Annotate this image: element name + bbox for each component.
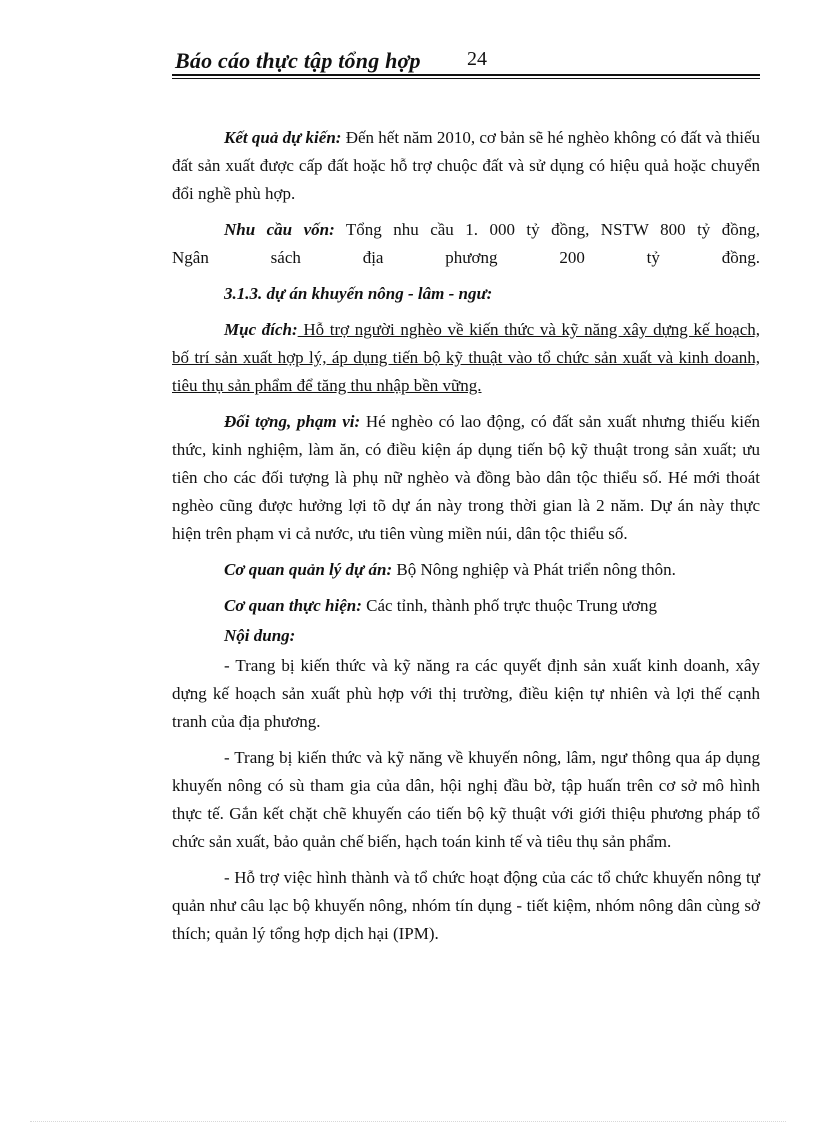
footer-dotted-line xyxy=(30,1121,786,1122)
implementing-agency-label: Cơ quan thực hiện: xyxy=(224,596,362,615)
bullet-item: - Trang bị kiến thức và kỹ năng về khuyến nông, lâm, ngư thông qua áp dụng khuyến nông có sù tham gia của dân, hội nghị đầu bờ, tập huấn trên cơ sở mô hình thực tế. Gắn kết chặt chẽ khuyến cáo tiến bộ kỹ thuật với giới thiệu phương pháp tổ chức sản xuất, bảo quản chế biến, hạch toán kinh tế và tiêu thụ sản phẩm. xyxy=(172,748,760,851)
capital-need-paragraph xyxy=(172,216,760,244)
expected-result-paragraph xyxy=(172,124,760,208)
implementing-agency-paragraph xyxy=(172,592,760,620)
target-scope-paragraph xyxy=(172,408,760,548)
target-scope-label: Đối tợng, phạm vi: xyxy=(224,412,361,431)
expected-result-text: Đến hết năm 2010, cơ bản sẽ hé nghèo không có đất và thiếu đất sản xuất được cấp đất hoặc hỗ trợ chuộc đất và sử dụng có hiệu quả hoặc chuyển đổi nghề phù hợp. xyxy=(172,128,760,203)
implementing-agency-text: Các tỉnh, thành phố trực thuộc Trung ương xyxy=(361,596,658,615)
section-heading: 3.1.3. dự án khuyến nông - lâm - ngư: xyxy=(224,284,493,303)
header-title: Báo cáo thực tập tổng hợp xyxy=(175,48,421,73)
bullet-item: - Trang bị kiến thức và kỹ năng ra các quyết định sản xuất kinh doanh, xây dựng kế hoạch sản xuất phù hợp với thị trường, điều kiện tự nhiên và lợi thế cạnh tranh của địa phương. xyxy=(172,656,760,731)
purpose-label: Mục đích: xyxy=(224,320,298,339)
header-rule-thick xyxy=(172,74,760,76)
managing-agency-label: Cơ quan quản lý dự án: xyxy=(224,560,393,579)
target-scope-text: Hé nghèo có lao động, có đất sản xuất nhưng thiếu kiến thức, kinh nghiệm, làm ăn, có điều kiện áp dụng tiến bộ kỹ thuật trong sản xuất; ưu tiên cho các đối tượng là phụ nữ nghèo và đồng bào dân tộc thiểu số. Hé mới thoát nghèo cũng được hưởng lợi tõ dự án này trong thời gian là 2 năm. Dự án này thực hiện trên phạm vi cả nước, ưu tiên vùng miền núi, dân tộc thiểu số. xyxy=(172,412,760,543)
capital-need-text: Tổng nhu cầu 1. 000 tỷ đồng, NSTW 800 tỷ đồng, xyxy=(334,220,760,239)
content-label: Nội dung: xyxy=(224,626,296,645)
page-header xyxy=(173,46,760,74)
page-body xyxy=(172,124,760,956)
bullet-item: - Hỗ trợ việc hình thành và tổ chức hoạt động của các tổ chức khuyến nông tự quản như câu lạc bộ khuyến nông, nhóm tín dụng - tiết kiệm, nhóm nông dân cùng sở thích; quản lý tổng hợp dịch hại (IPM). xyxy=(172,868,760,943)
page-number: 24 xyxy=(467,48,487,70)
managing-agency-text: Bộ Nông nghiệp và Phát triển nông thôn. xyxy=(392,560,676,579)
purpose-paragraph xyxy=(172,316,760,400)
purpose-text: Hỗ trợ người nghèo về kiến thức và kỹ năng xây dựng kế hoạch, bố trí sản xuất hợp lý, áp dụng tiến bộ kỹ thuật vào tổ chức sản xuất và kinh doanh, tiêu thụ sản phẩm để tăng thu nhập bền vững. xyxy=(172,320,760,395)
expected-result-label: Kết quả dự kiến: xyxy=(224,128,342,147)
capital-need-line2: Ngân sách địa phương 200 tỷ đồng. xyxy=(172,248,760,267)
header-rule-thin xyxy=(172,78,760,79)
managing-agency-paragraph xyxy=(172,556,760,584)
capital-need-label: Nhu cầu vốn: xyxy=(224,220,335,239)
